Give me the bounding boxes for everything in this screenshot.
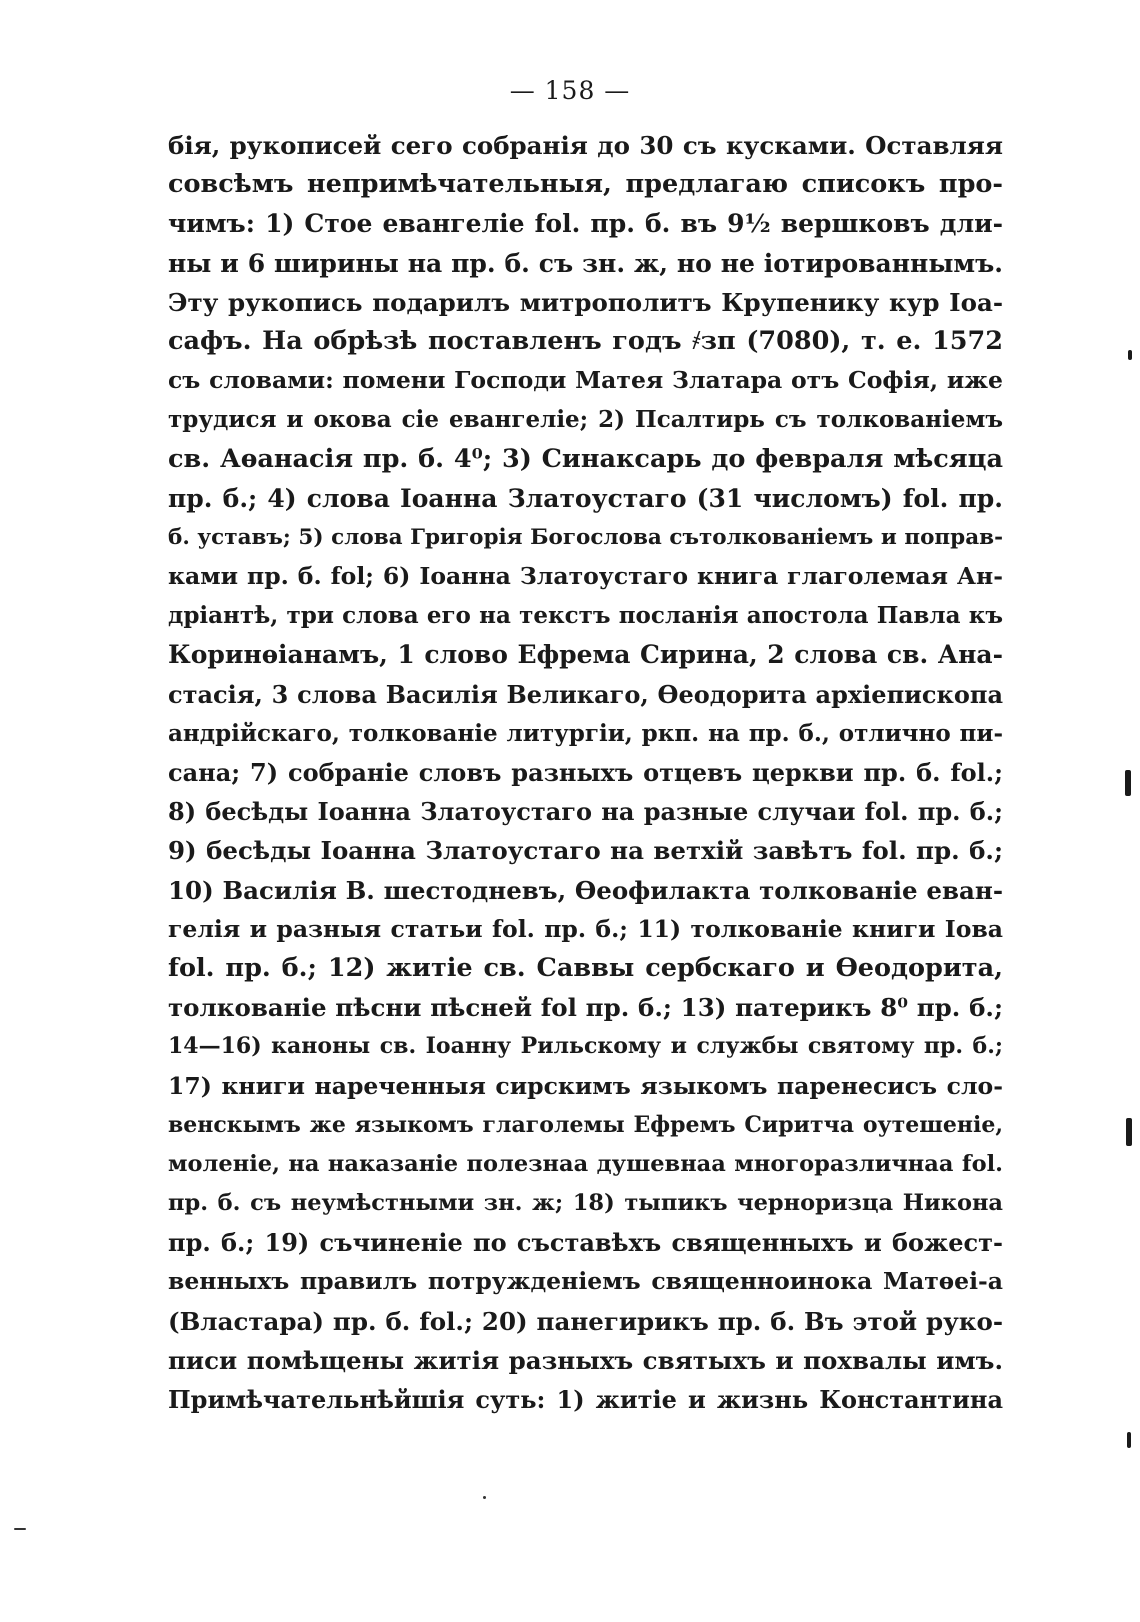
text-line: Примѣчательнѣйшія суть: 1) житіе и жизнь Константина <box>168 1385 1003 1414</box>
text-line: пр. б. съ неумѣстными зн. ж; 18) тыпикъ черноризца Никона <box>168 1190 1003 1217</box>
scan-edge-mark <box>1128 350 1132 360</box>
text-line: андрійскаго, толкованіе литургіи, ркп. на пр. б., отлично пи- <box>168 719 1003 747</box>
text-line: 8) бесѣды Іоанна Златоустаго на разные случаи fol. пр. б.; <box>168 797 1003 827</box>
text-line: трудися и окова сіе евангеліе; 2) Псалтирь съ толкованіемъ <box>168 406 1003 434</box>
text-line: б. уставъ; 5) слова Григорія Богослова сътолкованіемъ и поправ- <box>168 524 1003 550</box>
text-line: дріантѣ, три слова его на текстъ посланія апостола Павла къ <box>168 602 1003 630</box>
text-line: писи помѣщены житія разныхъ святыхъ и похвалы имъ. <box>168 1345 1003 1375</box>
text-line: толкованіе пѣсни пѣсней fol пр. б.; 13) патерикъ 8⁰ пр. б.; <box>168 993 1003 1023</box>
text-line: пр. б.; 19) съчиненіе по съставѣхъ священныхъ и божест- <box>168 1228 1003 1258</box>
scan-speck <box>483 1496 486 1499</box>
body-text <box>168 126 1003 1419</box>
text-line: съ словами: помени Господи Матея Златара отъ Софія, иже <box>168 366 1003 395</box>
scan-speck <box>14 1528 26 1530</box>
text-line: гелія и разныя статьи fol. пр. б.; 11) толкованіе книги Іова <box>168 914 1003 943</box>
text-line: пр. б.; 4) слова Іоанна Златоустаго (31 числомъ) fol. пр. <box>168 483 1003 513</box>
text-line: венскымъ же языкомъ глаголемы Ефремъ Сиритча оутешеніе, <box>168 1111 1003 1138</box>
text-line: чимъ: 1) Стое евангеліе fol. пр. б. въ 9½ вершковъ дли- <box>168 209 1003 239</box>
text-line: венныхъ правилъ потружденіемъ священноинока Матѳеі-а <box>168 1267 1003 1296</box>
scan-edge-mark <box>1125 770 1131 796</box>
text-line: fol. пр. б.; 12) житіе св. Саввы сербскаго и Ѳеодорита, <box>168 952 1003 983</box>
text-line: 9) бесѣды Іоанна Златоустаго на ветхій завѣтъ fol. пр. б.; <box>168 836 1003 866</box>
text-line: 14—16) каноны св. Іоанну Рильскому и службы святому пр. б.; <box>168 1033 1003 1060</box>
text-line: 10) Василія В. шестодневъ, Ѳеофилакта толкованіе еван- <box>168 875 1003 905</box>
page-number: — 158 — <box>509 76 631 105</box>
text-line: св. Аѳанасія пр. б. 4⁰; 3) Синаксарь до февраля мѣсяца <box>168 443 1003 474</box>
text-line: (Властара) пр. б. fol.; 20) панегирикъ пр. б. Въ этой руко- <box>168 1306 1003 1336</box>
text-line: ками пр. б. fol; 6) Іоанна Златоустаго книга глаголемая Ан- <box>168 562 1003 591</box>
text-line: 17) книги нареченныя сирскимъ языкомъ паренесисъ сло- <box>168 1071 1003 1100</box>
text-line: ны и 6 ширины на пр. б. съ зн. ж, но не іотированнымъ. <box>168 248 1003 278</box>
scan-edge-mark <box>1127 1432 1131 1448</box>
text-line: моленіе, на наказаніе полезнаа душевнаа многоразличнаа fol. <box>168 1150 1003 1177</box>
text-line: стасія, 3 слова Василія Великаго, Ѳеодорита архіепископа <box>168 679 1003 709</box>
text-line: сана; 7) собраніе словъ разныхъ отцевъ церкви пр. б. fol.; <box>168 758 1003 787</box>
text-line: сафъ. На обрѣзѣ поставленъ годъ ҂зп (7080), т. е. 1572 <box>168 325 1003 356</box>
text-line: совсѣмъ непримѣчательныя, предлагаю списокъ про- <box>168 169 1003 200</box>
text-line: бія, рукописей сего собранія до 30 съ кусками. Оставляя <box>168 131 1003 160</box>
text-line: Коринѳіанамъ, 1 слово Ефрема Сирина, 2 слова св. Ана- <box>168 640 1003 670</box>
scan-edge-mark <box>1126 1118 1132 1146</box>
text-line: Эту рукопись подарилъ митрополитъ Крупенику кур Іоа- <box>168 287 1003 317</box>
